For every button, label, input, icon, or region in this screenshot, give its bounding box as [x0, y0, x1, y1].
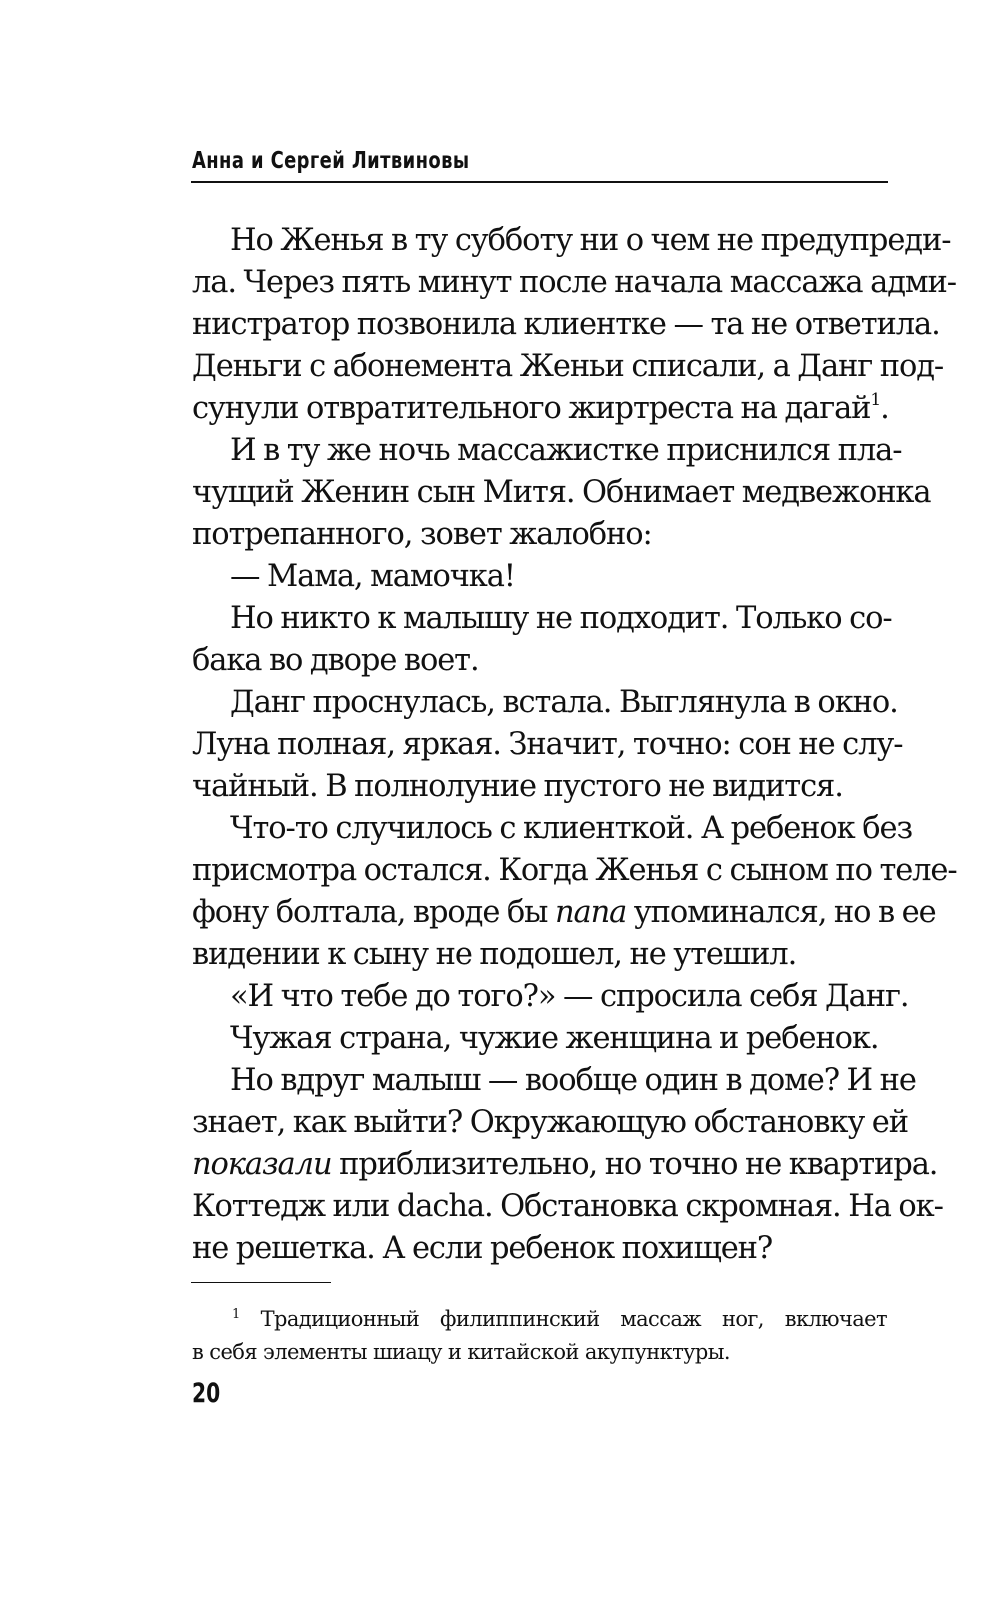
- text-line: Луна полная, яркая. Значит, точно: сон не слу-: [192, 727, 903, 762]
- text-line: знает, как выйти? Окружающую обстановку ей: [192, 1105, 908, 1140]
- text-segment: приблизительно, но точно не квартира.: [331, 1147, 938, 1182]
- footnote-divider: [191, 1282, 331, 1283]
- text-segment: упоминался, но в ее: [626, 895, 936, 930]
- text-line: — Мама, мамочка!: [230, 559, 515, 594]
- text-segment: сунули отвратительного жиртреста на дагай: [192, 391, 871, 426]
- text-line: ла. Через пять минут после начала массажа адми-: [192, 265, 956, 300]
- text-line: не решетка. А если ребенок похищен?: [192, 1231, 773, 1266]
- text-line: Но Женья в ту субботу ни о чем не предупреди-: [230, 223, 951, 258]
- text-line: чайный. В полнолуние пустого не видится.: [192, 769, 843, 804]
- text-line: Деньги с абонемента Женьи списали, а Данг под-: [192, 349, 944, 384]
- text-line: «И что тебе до того?» — спросила себя Данг.: [230, 979, 909, 1014]
- text-line: И в ту же ночь массажистке приснился пла-: [230, 433, 902, 468]
- footnote-marker: 1: [232, 1307, 240, 1322]
- page-number: 20: [192, 1378, 221, 1409]
- text-line: нистратор позвонила клиентке — та не ответила.: [192, 307, 940, 342]
- text-line: потрепанного, зовет жалобно:: [192, 517, 652, 552]
- text-line: [192, 1144, 938, 1186]
- footnote-text: Традиционный филиппинский массаж ног, включает: [260, 1307, 887, 1331]
- text-line: Чужая страна, чужие женщина и ребенок.: [230, 1021, 879, 1056]
- text-segment: .: [880, 391, 889, 426]
- text-line: Но вдруг малыш — вообще один в доме? И не: [230, 1063, 916, 1098]
- main-text: [192, 220, 957, 1270]
- text-segment: фону болтала, вроде бы: [192, 895, 555, 930]
- text-line: Коттедж или dacha. Обстановка скромная. На ок-: [192, 1189, 943, 1224]
- header-divider: [191, 181, 888, 183]
- footnote-line: в себя элементы шиацу и китайской акупунктуры.: [192, 1340, 730, 1364]
- text-line: видении к сыну не подошел, не утешил.: [192, 937, 797, 972]
- italic-word: показали: [192, 1147, 332, 1182]
- text-line: [192, 388, 887, 430]
- text-line: бака во дворе воет.: [192, 643, 479, 678]
- text-line: Данг проснулась, встала. Выглянула в окно.: [230, 685, 898, 720]
- text-line: Что-то случилось с клиенткой. А ребенок без: [230, 811, 912, 846]
- footnote: [192, 1303, 887, 1369]
- italic-word: папа: [554, 895, 627, 930]
- text-line: чущий Женин сын Митя. Обнимает медвежонка: [192, 475, 931, 510]
- text-line: присмотра остался. Когда Женья с сыном по теле-: [192, 853, 957, 888]
- footnote-reference: 1: [870, 390, 881, 410]
- running-title: Анна и Сергей Литвиновы: [192, 148, 470, 174]
- footnote-line: [192, 1303, 887, 1336]
- text-line: Но никто к малышу не подходит. Только со-: [230, 601, 892, 636]
- text-line: [192, 892, 936, 934]
